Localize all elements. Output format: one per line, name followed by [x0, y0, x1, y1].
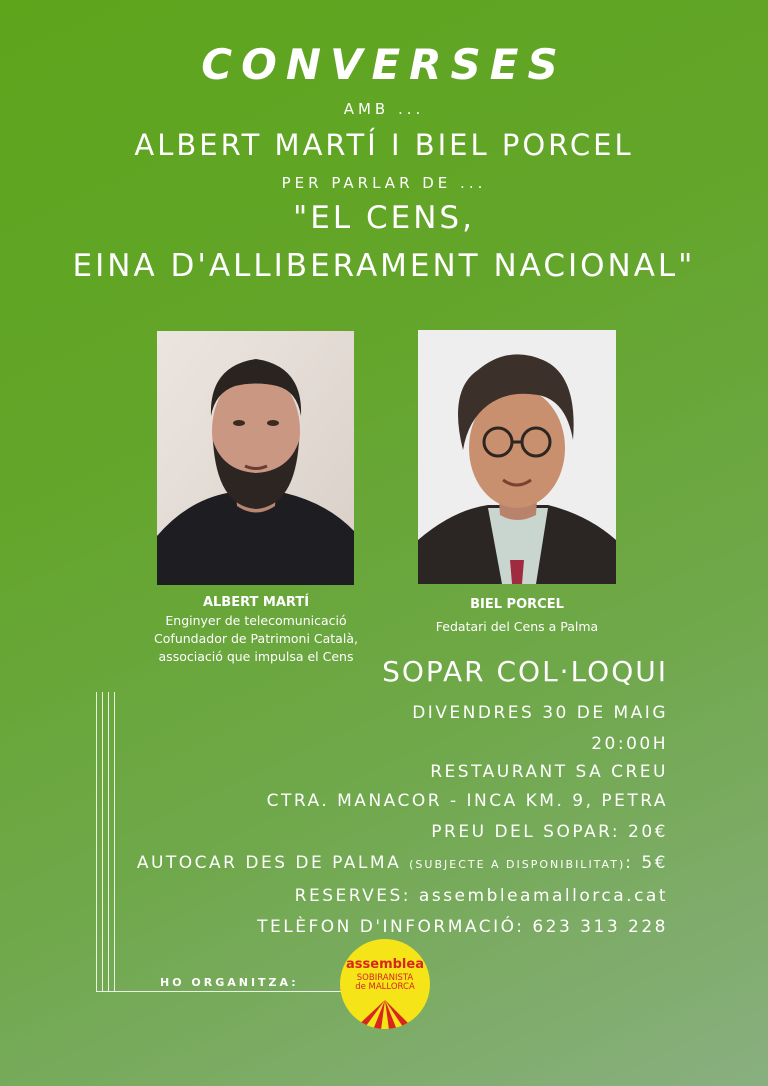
logo-word: assemblea: [346, 957, 424, 972]
speaker2-name: BIEL PORCEL: [470, 597, 564, 612]
bus-price: : 5€: [625, 853, 668, 873]
logo-line-2: SOBIRANISTA: [356, 973, 414, 983]
bus-label: AUTOCAR DES DE PALMA: [136, 853, 402, 873]
speaker1-role-1: Enginyer de telecomunicació: [165, 613, 347, 628]
per-parlar-label: PER PARLAR DE ...: [281, 174, 487, 192]
event-price: PREU DEL SOPAR: 20€: [431, 822, 668, 842]
event-venue: RESTAURANT SA CREU: [430, 762, 668, 782]
decorative-lines: [96, 692, 116, 992]
speaker1-caption: [125, 594, 387, 666]
decorative-divider: [96, 991, 344, 992]
biel-porcel-photo: [418, 330, 616, 584]
event-bus: [137, 853, 668, 873]
logo-line-3: de MALLORCA: [355, 982, 415, 992]
speakers-heading: ALBERT MARTÍ I BIEL PORCEL: [134, 128, 634, 162]
event-address: CTRA. MANACOR - INCA KM. 9, PETRA: [266, 791, 668, 811]
assemblea-logo: [339, 938, 431, 1030]
event-reservations: RESERVES: assembleamallorca.cat: [294, 886, 668, 906]
event-time: 20:00H: [591, 734, 668, 754]
topic-line-2: EINA D'ALLIBERAMENT NACIONAL": [72, 248, 696, 284]
bus-note: (SUBJECTE A DISPONIBILITAT): [409, 858, 626, 871]
organizer-label: HO ORGANITZA:: [160, 976, 299, 989]
albert-marti-photo: [157, 331, 354, 585]
speaker1-role-2: Cofundador de Patrimoni Català,: [154, 631, 358, 646]
topic-line-1: "EL CENS,: [293, 200, 475, 236]
amb-label: AMB ...: [343, 100, 425, 118]
event-phone: TELÈFON D'INFORMACIÓ: 623 313 228: [257, 917, 668, 937]
event-date: DIVENDRES 30 DE MAIG: [412, 703, 668, 723]
speaker2-role-1: Fedatari del Cens a Palma: [435, 619, 599, 634]
event-title: CONVERSES: [201, 40, 567, 89]
speaker1-role-3: associació que impulsa el Cens: [158, 649, 354, 664]
speaker2-caption: [390, 596, 644, 636]
speaker1-name: ALBERT MARTÍ: [202, 595, 310, 610]
event-headline: SOPAR COL·LOQUI: [382, 655, 668, 688]
